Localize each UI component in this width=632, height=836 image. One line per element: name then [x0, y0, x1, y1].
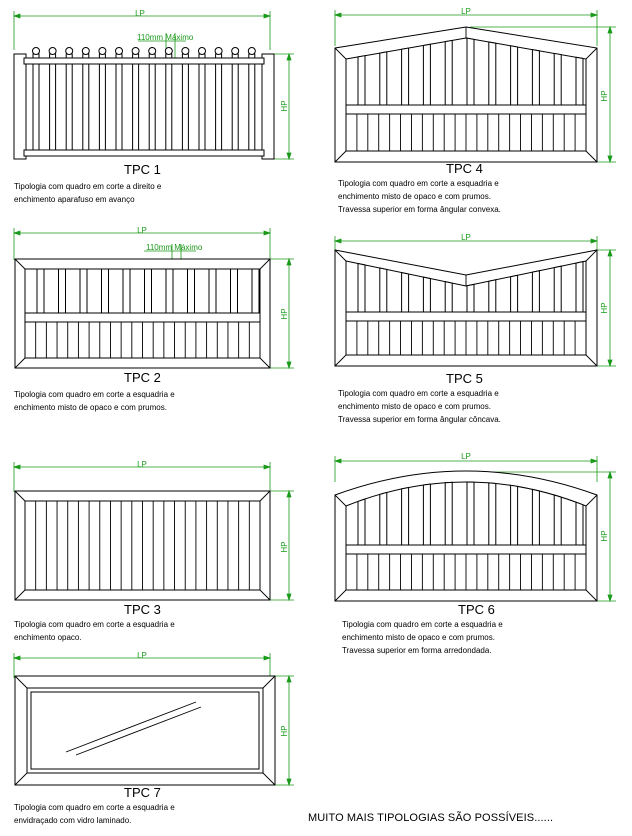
tpc1-rod-knob	[215, 48, 222, 55]
tpc4-prumo	[380, 52, 387, 105]
tpc6-hp-label: HP	[600, 530, 609, 542]
tpc1-rod-knob	[99, 48, 106, 55]
tpc1-rod	[99, 54, 105, 154]
tpc2-desc-line: enchimento misto de opaco e com prumos.	[14, 403, 167, 412]
tpc5-prumo	[576, 262, 583, 312]
tpc6-prumo	[423, 484, 430, 545]
tpc5-prumo	[532, 271, 539, 312]
tpc1-desc-line: Tipologia com quadro em corte a direito e	[14, 182, 162, 191]
tpc5-desc-line: Tipologia com quadro em corte a esquadria e	[338, 389, 499, 398]
tpc5-prumo	[489, 280, 496, 312]
tpc4-prumo	[402, 48, 409, 105]
tpc5-lp-label: LP	[461, 233, 471, 242]
tpc7-title: TPC 7	[124, 785, 161, 800]
tpc5-prumo	[511, 275, 518, 312]
tpc6-middle-rail	[346, 545, 586, 554]
tpc3-hp-label: HP	[280, 541, 289, 553]
tpc4-prumo	[467, 38, 474, 105]
tpc5-prumo	[445, 282, 452, 312]
tpc2-prumo	[123, 269, 130, 313]
tpc4-prumo	[532, 50, 539, 105]
tpc6-prumo	[576, 502, 583, 545]
tpc4-desc-line: Tipologia com quadro em corte a esquadria e	[338, 179, 499, 188]
tpc5-desc-line: enchimento misto de opaco e com prumos.	[338, 402, 491, 411]
tpc2-prumo	[166, 269, 173, 313]
tpc3-title: TPC 3	[124, 602, 161, 617]
tpc4-desc-line: enchimento misto de opaco e com prumos.	[338, 192, 491, 201]
tpc1-rod	[133, 54, 139, 154]
tpc2-prumo	[209, 269, 216, 313]
tpc4-title: TPC 4	[446, 161, 483, 176]
tpc4-middle-rail	[346, 105, 586, 114]
tpc6-prumo	[554, 495, 561, 545]
tpc2-prumo	[102, 269, 109, 313]
tpc6-prumo	[489, 483, 496, 545]
tpc5-prumo	[380, 268, 387, 312]
tpc1-desc-line: enchimento aparafuso em avanço	[14, 195, 135, 204]
tpc2-prumo	[252, 269, 259, 313]
tpc6-prumo	[445, 482, 452, 545]
tpc4-prumo	[445, 40, 452, 105]
tpc4-prumo	[576, 57, 583, 105]
tpc1-rod-knob	[165, 48, 172, 55]
tpc1-rod	[232, 54, 238, 154]
tpc2-caption	[14, 370, 175, 414]
tpc6-lp-label: LP	[461, 452, 471, 461]
tpc4-hp-label: HP	[600, 90, 609, 102]
tpc1-rod-knob	[49, 48, 56, 55]
tpc6-prumo	[380, 492, 387, 545]
tpc1-lp-label: LP	[135, 9, 145, 18]
tpc1-hp-label: HP	[280, 100, 289, 112]
tpc6-desc-line: Tipologia com quadro em corte a esquadria e	[342, 620, 503, 629]
tpc1-rod	[166, 54, 172, 154]
tpc1-rod	[116, 54, 122, 154]
tpc2-hp-label: HP	[280, 308, 289, 320]
tpc6-desc-line: enchimento misto de opaco e com prumos.	[342, 633, 495, 642]
tpc1-rod-knob	[232, 48, 239, 55]
tpc1-caption	[14, 162, 161, 206]
tpc3-desc-line: enchimento opaco.	[14, 633, 82, 642]
tpc4-prumo	[358, 56, 365, 105]
tpc2-prumo	[80, 269, 87, 313]
tpc6-prumo	[402, 487, 409, 545]
tpc5-middle-rail	[346, 312, 586, 321]
tpc1-rod	[249, 54, 255, 154]
tpc3-desc-line: Tipologia com quadro em corte a esquadria e	[14, 620, 175, 629]
tpc4-desc-line: Travessa superior em forma ângular convexa.	[338, 205, 501, 214]
tpc7-lp-label: LP	[137, 651, 147, 660]
tpc7-gate-drawing	[14, 651, 294, 785]
tpc1-rod-knob	[82, 48, 89, 55]
tpc1-rod-knob	[149, 48, 156, 55]
tpc5-caption	[338, 371, 501, 426]
tpc4-prumo	[489, 42, 496, 105]
tpc1-gate-drawing	[14, 9, 294, 159]
tpc6-prumo	[358, 499, 365, 545]
tpc4-caption	[338, 161, 501, 216]
tpc7-caption	[14, 785, 175, 827]
tpc6-caption	[342, 602, 503, 657]
tpc7-desc-line: envidraçado com vidro laminado.	[14, 816, 132, 825]
tpc1-rod	[149, 54, 155, 154]
tpc6-desc-line: Travessa superior em forma arredondada.	[342, 646, 492, 655]
tpc6-prumo	[467, 482, 474, 545]
tpc2-max-label: 110mm Máximo	[146, 243, 203, 252]
tpc1-rod	[182, 54, 188, 154]
tpc1-rod-knob	[182, 48, 189, 55]
tpc6-prumo	[511, 485, 518, 545]
tpc5-gate-drawing	[335, 233, 616, 366]
tpc2-prumo	[37, 269, 44, 313]
tpc4-prumo	[511, 46, 518, 105]
footer-note: MUITO MAIS TIPOLOGIAS SÃO POSSÍVEIS......	[308, 812, 554, 824]
tpc5-prumo	[554, 266, 561, 312]
tpc2-lp-label: LP	[137, 226, 147, 235]
tpc3-lp-label: LP	[137, 460, 147, 469]
tpc3-gate-drawing	[14, 460, 294, 600]
tpc1-rod-knob	[66, 48, 73, 55]
tpc3-caption	[14, 602, 175, 644]
tpc6-prumo	[532, 489, 539, 545]
tpc1-rod-knob	[132, 48, 139, 55]
tpc1-rod	[83, 54, 89, 154]
tpc1-rod-knob	[199, 48, 206, 55]
tpc2-title: TPC 2	[124, 370, 161, 385]
tpc2-prumo	[188, 269, 195, 313]
tpc1-rod	[50, 54, 56, 154]
tpc5-prumo	[358, 264, 365, 313]
tpc4-gate-drawing	[335, 7, 616, 162]
tpc5-desc-line: Travessa superior em forma ângular côncava.	[338, 415, 501, 424]
tpc2-prumo	[59, 269, 66, 313]
tpc6-title: TPC 6	[458, 602, 495, 617]
tpc2-middle-rail	[25, 313, 260, 322]
tpc1-rod	[66, 54, 72, 154]
tpc1-rod	[33, 54, 39, 154]
tpc5-prumo	[423, 277, 430, 312]
tpc2-prumo	[231, 269, 238, 313]
tpc6-gate-drawing	[335, 452, 616, 601]
tpc1-rod-knob	[116, 48, 123, 55]
tpc7-hp-label: HP	[280, 725, 289, 737]
tpc4-prumo	[423, 44, 430, 105]
tpc1-rod-knob	[33, 48, 40, 55]
tpc5-prumo	[402, 273, 409, 312]
tpc4-lp-label: LP	[461, 7, 471, 16]
tpc5-title: TPC 5	[446, 371, 483, 386]
tpc1-rod-knob	[248, 48, 255, 55]
tpc7-desc-line: Tipologia com quadro em corte a esquadria e	[14, 803, 175, 812]
tpc1-max-label: 110mm Máximo	[137, 33, 194, 42]
tpc5-hp-label: HP	[600, 302, 609, 314]
tpc5-prumo	[467, 284, 474, 312]
tpc2-gate-drawing	[14, 226, 294, 368]
tpc4-prumo	[554, 53, 561, 105]
tpc2-desc-line: Tipologia com quadro em corte a esquadria e	[14, 390, 175, 399]
tpc7-glass-pane	[31, 692, 259, 769]
tpc1-rod	[216, 54, 222, 154]
tpc1-rod	[199, 54, 205, 154]
tpc2-prumo	[145, 269, 152, 313]
tpc1-title: TPC 1	[124, 162, 161, 177]
